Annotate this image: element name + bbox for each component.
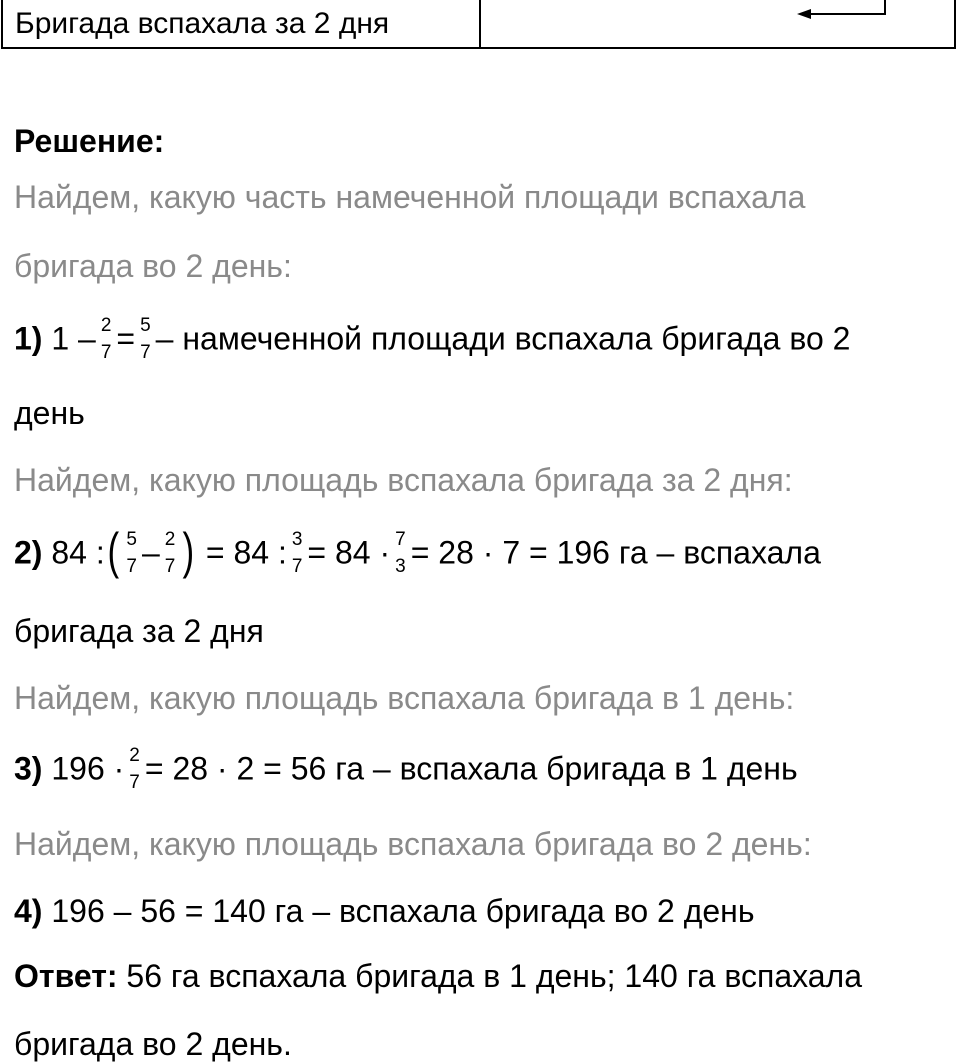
fraction-numerator: 7 (395, 529, 406, 550)
minus-sign: – (141, 534, 160, 571)
close-paren: ) (182, 523, 195, 579)
answer (14, 958, 862, 995)
fraction-numerator: 5 (126, 529, 137, 550)
answer-continuation: бригада во 2 день. (14, 1026, 292, 1062)
step-4 (14, 893, 755, 930)
fraction-5-7 (125, 530, 138, 576)
step-3-text: = 28 · 2 = 56 га – вспахала бригада в 1 день (144, 750, 798, 787)
step-2-expr-b: = 84 : (205, 534, 287, 571)
hint-4: Найдем, какую площадь вспахала бригада во 2 день: (14, 826, 812, 862)
fraction-denominator: 7 (100, 342, 112, 363)
answer-text: 56 га вспахала бригада в 1 день; 140 га вспахала (126, 958, 863, 994)
fraction-numerator: 2 (164, 529, 176, 550)
step-2-number: 2) (14, 534, 43, 571)
fraction-2-7 (164, 530, 177, 576)
fraction-5-7 (139, 316, 152, 362)
step-1-number: 1) (14, 320, 43, 357)
table-cell-right (481, 0, 954, 47)
fraction-2-7 (100, 316, 113, 362)
fraction-denominator: 7 (140, 342, 151, 363)
fraction-denominator: 7 (126, 556, 137, 577)
data-table (1, 0, 956, 49)
open-paren: ( (107, 523, 119, 579)
step-4-number: 4) (14, 893, 43, 929)
table-cell-left: Бригада вспахала за 2 дня (3, 0, 481, 47)
fraction-3-7 (291, 530, 304, 576)
answer-label: Ответ: (14, 958, 118, 994)
step-1 (14, 315, 851, 364)
fraction-numerator: 2 (129, 745, 140, 766)
step-3 (14, 745, 798, 794)
fraction-numerator: 2 (100, 315, 112, 336)
fraction-2-7 (128, 746, 141, 792)
hint-2: Найдем, какую площадь вспахала бригада за 2 дня: (14, 462, 793, 498)
step-2-text: = 28 · 7 = 196 га – вспахала (410, 534, 821, 571)
step-2-expr-c: = 84 · (307, 534, 391, 571)
hint-1-line-1: Найдем, какую часть намеченной площади вспахала (14, 179, 806, 215)
arrow-icon (481, 0, 957, 47)
step-3-expr-a: 196 · (51, 750, 125, 787)
step-3-number: 3) (14, 750, 43, 787)
fraction-7-3 (394, 530, 407, 576)
step-1-expr-a: 1 – (51, 320, 96, 357)
step-2 (14, 523, 821, 580)
step-2-expr-a: 84 : (51, 534, 105, 571)
fraction-numerator: 3 (291, 529, 303, 550)
step-4-text: 196 – 56 = 140 га – вспахала бригада во 2 день (51, 893, 755, 929)
hint-3: Найдем, какую площадь вспахала бригада в 1 день: (14, 680, 795, 716)
fraction-denominator: 7 (129, 772, 140, 793)
step-2-continuation: бригада за 2 дня (14, 613, 264, 649)
equals-sign: = (116, 320, 136, 357)
step-1-continuation: день (14, 395, 85, 431)
solution-heading: Решение: (14, 123, 165, 159)
hint-1-line-2: бригада во 2 день: (14, 248, 292, 284)
fraction-numerator: 5 (140, 315, 151, 336)
fraction-denominator: 7 (164, 556, 176, 577)
step-1-text: – намеченной площади вспахала бригада во 2 (155, 320, 851, 357)
fraction-denominator: 3 (395, 556, 406, 577)
fraction-denominator: 7 (291, 556, 303, 577)
